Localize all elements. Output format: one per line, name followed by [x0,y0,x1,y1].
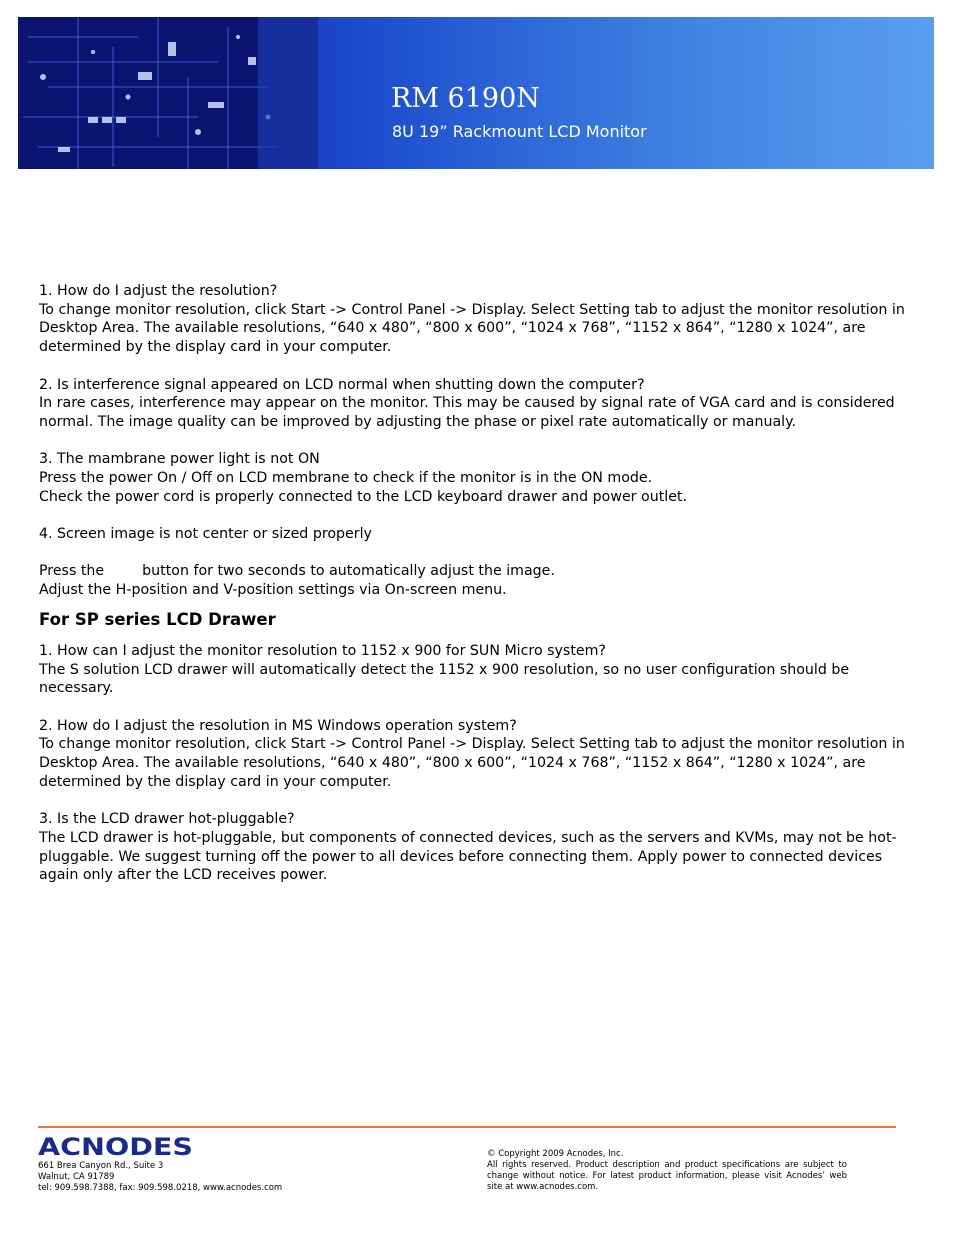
disclaimer-text: All rights reserved. Product description and product specifications are subject to change without notice. For latest product information, please visit Acnodes’ web site at www.acnodes.com. [487,1160,847,1192]
faq-item [39,642,909,698]
faq-answer: Press the power On / Off on LCD membrane to check if the monitor is in the ON mode. [39,470,653,486]
address-line: 661 Brea Canyon Rd., Suite 3 [38,1161,164,1171]
faq-item [39,450,909,506]
product-title: RM 6190N [391,83,540,114]
copyright-line: © Copyright 2009 Acnodes, Inc. [487,1149,624,1159]
faq-question: 3. Is the LCD drawer hot-pluggable? [39,811,295,828]
faq-question: 1. How can I adjust the monitor resolution to 1152 x 900 for SUN Micro system? [39,642,606,659]
faq-item [39,717,909,792]
faq-question: 1. How do I adjust the resolution? [39,283,278,299]
copyright-notice [487,1149,847,1193]
faq-item [39,810,909,885]
contact-line: tel: 909.598.7388, fax: 909.598.0218, www.acnodes.com [38,1183,283,1193]
faq-item [39,376,909,432]
faq-answer: The S solution LCD drawer will automatically detect the 1152 x 900 resolution, so no user configuration should be necessary. [39,661,850,697]
header-banner [18,17,934,169]
faq-answer: In rare cases, interference may appear on the monitor. This may be caused by signal rate of VGA card and is considered normal. The image quality can be improved by adjusting the phase or pixel rate automatically or manualy. [39,395,895,430]
faq-item [39,525,909,600]
company-address [38,1161,282,1194]
circuit-board-image [18,17,318,169]
faq-answer: The LCD drawer is hot-pluggable, but components of connected devices, such as the servers and KVMs, may not be hot-pluggable. We suggest turning off the power to all devices before connecting them. Apply power to connected devices again only after the LCD receives power. [39,829,897,884]
faq-answer: To change monitor resolution, click Start -> Control Panel -> Display. Select Setting tab to adjust the monitor resolution in Desktop Area. The available resolutions, “640 x 480”, “800 x 600”, “1024 x 768”, “1152 x 864”, “1280 x 1024”, are determined by the display card in your computer. [39,736,905,790]
faq-question: 2. How do I adjust the resolution in MS Windows operation system? [39,717,517,734]
acnodes-logo [38,1131,198,1159]
faq-question: 3. The mambrane power light is not ON [39,451,320,468]
address-line: Walnut, CA 91789 [38,1172,115,1182]
faq-answer: Adjust the H-position and V-position settings via On-screen menu. [39,582,507,599]
faq-question: 2. Is interference signal appeared on LCD normal when shutting down the computer? [39,376,645,393]
faq-content [39,282,909,885]
press-text-rest: button for two seconds to automatically adjust the image. [142,563,555,580]
faq-answer: Check the power cord is properly connected to the LCD keyboard drawer and power outlet. [39,488,688,505]
press-text: Press the [39,563,105,580]
section-heading: For SP series LCD Drawer [39,609,276,629]
faq-answer [39,562,909,581]
faq-question: 4. Screen image is not center or sized properly [39,526,372,543]
logo-text: ACNODES [38,1133,193,1159]
faq-item [39,282,909,357]
footer-rule [38,1126,896,1128]
product-subtitle: 8U 19” Rackmount LCD Monitor [392,122,647,141]
faq-answer: To change monitor resolution, click Start -> Control Panel -> Display. Select Setting tab to adjust the monitor resolution in Desktop Area. The available resolutions, “640 x 480”, “800 x 600”, “1024 x 768”, “1152 x 864”, “1280 x 1024”, are determined by the display card in your computer. [39,301,905,356]
